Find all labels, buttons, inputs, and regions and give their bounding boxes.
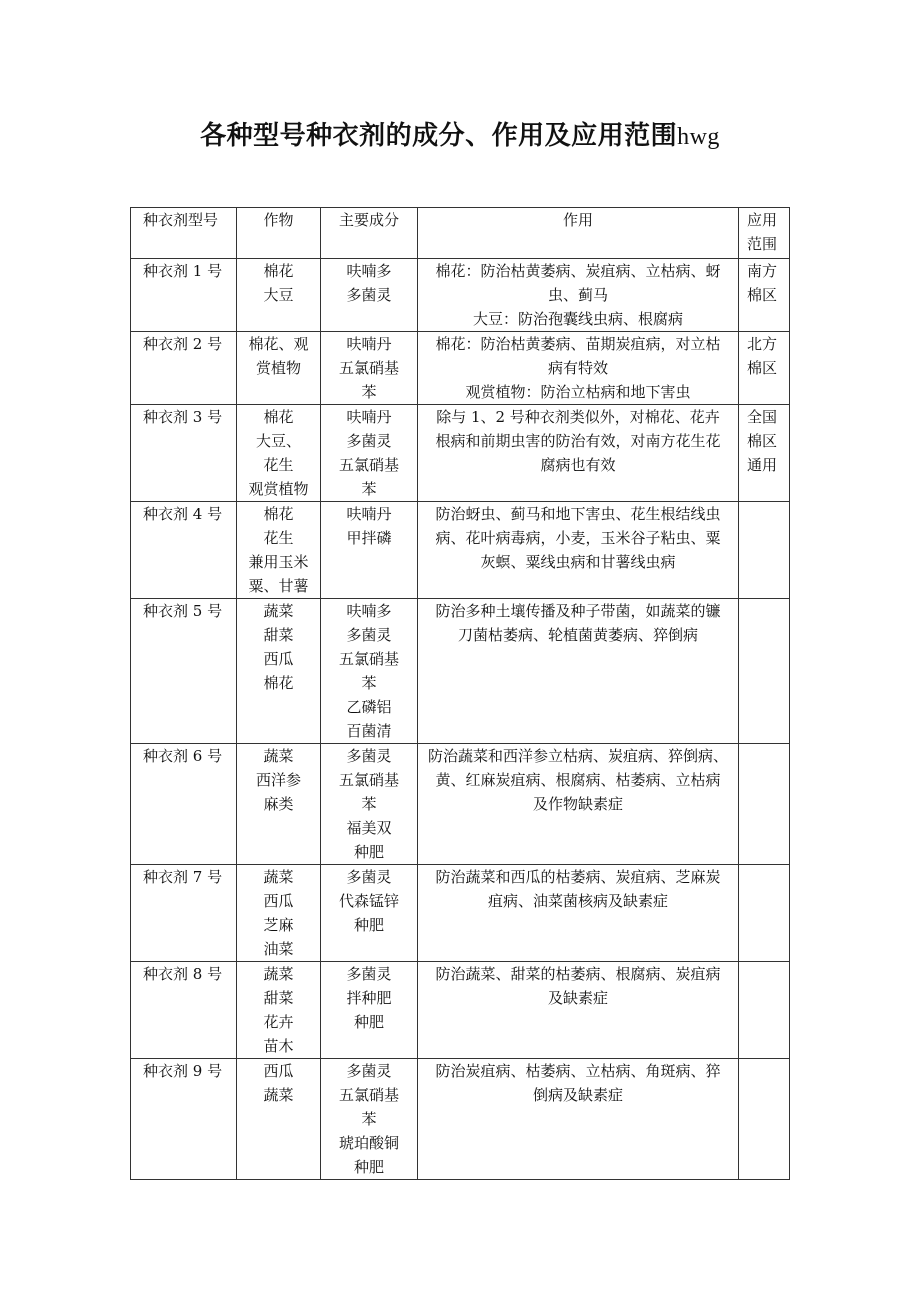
range-line: 棉区 bbox=[747, 286, 778, 304]
ingredient-line: 呋喃多 bbox=[346, 262, 392, 280]
ingredient-line: 种肥 bbox=[353, 843, 384, 861]
crop-line: 麻类 bbox=[263, 795, 294, 813]
table-row bbox=[131, 744, 790, 865]
effect-line: 防治蔬菜、甜菜的枯萎病、根腐病、炭疽病 bbox=[435, 965, 721, 983]
crop-line: 蔬菜 bbox=[263, 602, 294, 620]
ingredient-line: 五氯硝基 bbox=[338, 456, 399, 474]
ingredient-line: 苯 bbox=[361, 795, 377, 813]
ingredient-line: 呋喃丹 bbox=[346, 505, 392, 523]
crop-line: 西瓜 bbox=[263, 1062, 294, 1080]
seed-coating-table bbox=[130, 207, 790, 1180]
crop-line: 大豆 bbox=[263, 286, 294, 304]
cell-crop bbox=[237, 502, 321, 599]
cell-range bbox=[739, 332, 790, 405]
ingredient-line: 苯 bbox=[361, 1110, 377, 1128]
cell-range bbox=[739, 405, 790, 502]
ingredient-line: 多菌灵 bbox=[346, 432, 392, 450]
ingredient-line: 代森锰锌 bbox=[338, 892, 399, 910]
ingredient-line: 多菌灵 bbox=[346, 626, 392, 644]
effect-line: 根病和前期虫害的防治有效，对南方花生花 bbox=[435, 432, 721, 450]
ingredient-line: 种肥 bbox=[353, 1158, 384, 1176]
cell-name: 种衣剂 2 号 bbox=[131, 332, 237, 405]
ingredient-line: 拌种肥 bbox=[346, 989, 392, 1007]
cell-crop bbox=[237, 332, 321, 405]
cell-effect bbox=[418, 502, 739, 599]
cell-name: 种衣剂 3 号 bbox=[131, 405, 237, 502]
cell-crop bbox=[237, 599, 321, 744]
range-line: 通用 bbox=[747, 456, 778, 474]
table-row bbox=[131, 332, 790, 405]
crop-line: 西瓜 bbox=[263, 892, 294, 910]
ingredient-line: 多菌灵 bbox=[346, 747, 392, 765]
ingredient-line: 百菌清 bbox=[346, 722, 392, 740]
ingredient-line: 福美双 bbox=[346, 819, 392, 837]
crop-line: 花生 bbox=[263, 456, 294, 474]
ingredient-line: 苯 bbox=[361, 674, 377, 692]
table-row bbox=[131, 962, 790, 1059]
table-row bbox=[131, 1059, 790, 1180]
effect-line: 黄、红麻炭疽病、根腐病、枯萎病、立枯病 bbox=[435, 771, 721, 789]
header-row bbox=[131, 208, 790, 259]
ingredient-line: 五氯硝基 bbox=[338, 771, 399, 789]
ingredient-line: 种肥 bbox=[353, 916, 384, 934]
effect-line: 防治蔬菜和西洋参立枯病、炭疽病、猝倒病、 bbox=[427, 747, 728, 765]
ingredient-line: 呋喃丹 bbox=[346, 335, 392, 353]
effect-line: 观赏植物：防治立枯病和地下害虫 bbox=[465, 383, 691, 401]
crop-line: 蔬菜 bbox=[263, 965, 294, 983]
crop-line: 油菜 bbox=[263, 940, 294, 958]
effect-line: 防治炭疽病、枯萎病、立枯病、角斑病、猝 bbox=[435, 1062, 721, 1080]
effect-line: 防治蔬菜和西瓜的枯萎病、炭疽病、芝麻炭 bbox=[435, 868, 721, 886]
effect-line: 灰螟、粟线虫病和甘薯线虫病 bbox=[480, 553, 676, 571]
cell-crop bbox=[237, 744, 321, 865]
crop-line: 赏植物 bbox=[255, 359, 301, 377]
effect-line: 病、花叶病毒病，小麦，玉米谷子粘虫、粟 bbox=[435, 529, 721, 547]
effect-line: 防治蚜虫、蓟马和地下害虫、花生根结线虫 bbox=[435, 505, 721, 523]
crop-line: 甜菜 bbox=[263, 626, 294, 644]
range-line: 北方 bbox=[747, 335, 778, 353]
header-name: 种衣剂型号 bbox=[131, 208, 237, 259]
cell-ingredients bbox=[321, 744, 418, 865]
table-row bbox=[131, 502, 790, 599]
cell-crop bbox=[237, 1059, 321, 1180]
cell-range bbox=[739, 1059, 790, 1180]
effect-line: 棉花：防治枯黄萎病、苗期炭疽病，对立枯 bbox=[435, 335, 721, 353]
cell-range bbox=[739, 865, 790, 962]
effect-line: 疽病、油菜菌核病及缺素症 bbox=[487, 892, 668, 910]
header-ingredients: 主要成分 bbox=[321, 208, 418, 259]
crop-line: 蔬菜 bbox=[263, 868, 294, 886]
crop-line: 棉花 bbox=[263, 408, 294, 426]
range-line: 南方 bbox=[747, 262, 778, 280]
ingredient-line: 呋喃丹 bbox=[346, 408, 392, 426]
cell-crop bbox=[237, 865, 321, 962]
crop-line: 花卉 bbox=[263, 1013, 294, 1031]
range-line: 棉区 bbox=[747, 359, 778, 377]
cell-name: 种衣剂 6 号 bbox=[131, 744, 237, 865]
cell-range bbox=[739, 962, 790, 1059]
crop-line: 棉花 bbox=[263, 505, 294, 523]
range-line: 棉区 bbox=[747, 432, 778, 450]
effect-line: 防治多种土壤传播及种子带菌，如蔬菜的镰 bbox=[435, 602, 721, 620]
cell-name: 种衣剂 4 号 bbox=[131, 502, 237, 599]
cell-name: 种衣剂 1 号 bbox=[131, 259, 237, 332]
cell-ingredients bbox=[321, 1059, 418, 1180]
crop-line: 观赏植物 bbox=[248, 480, 309, 498]
crop-line: 棉花 bbox=[263, 674, 294, 692]
ingredient-line: 苯 bbox=[361, 480, 377, 498]
crop-line: 蔬菜 bbox=[263, 747, 294, 765]
cell-name: 种衣剂 7 号 bbox=[131, 865, 237, 962]
cell-effect bbox=[418, 332, 739, 405]
header-range bbox=[739, 208, 790, 259]
cell-crop bbox=[237, 259, 321, 332]
cell-effect bbox=[418, 599, 739, 744]
table-row bbox=[131, 865, 790, 962]
crop-line: 芝麻 bbox=[263, 916, 294, 934]
header-range-line: 范围 bbox=[747, 235, 778, 253]
crop-line: 西洋参 bbox=[255, 771, 301, 789]
ingredient-line: 苯 bbox=[361, 383, 377, 401]
crop-line: 棉花 bbox=[263, 262, 294, 280]
cell-range bbox=[739, 259, 790, 332]
cell-ingredients bbox=[321, 502, 418, 599]
cell-ingredients bbox=[321, 962, 418, 1059]
effect-line: 及作物缺素症 bbox=[532, 795, 623, 813]
cell-effect bbox=[418, 259, 739, 332]
title-suffix: hwg bbox=[677, 124, 720, 150]
cell-name: 种衣剂 5 号 bbox=[131, 599, 237, 744]
crop-line: 蔬菜 bbox=[263, 1086, 294, 1104]
cell-range bbox=[739, 599, 790, 744]
crop-line: 大豆、 bbox=[255, 432, 301, 450]
cell-effect bbox=[418, 865, 739, 962]
ingredient-line: 多菌灵 bbox=[346, 1062, 392, 1080]
cell-crop bbox=[237, 405, 321, 502]
effect-line: 腐病也有效 bbox=[540, 456, 616, 474]
range-line: 全国 bbox=[747, 408, 778, 426]
cell-name: 种衣剂 9 号 bbox=[131, 1059, 237, 1180]
ingredient-line: 五氯硝基 bbox=[338, 359, 399, 377]
crop-line: 苗木 bbox=[263, 1037, 294, 1055]
cell-ingredients bbox=[321, 405, 418, 502]
effect-line: 刀菌枯萎病、轮植菌黄萎病、猝倒病 bbox=[457, 626, 698, 644]
crop-line: 棉花、观 bbox=[248, 335, 309, 353]
effect-line: 大豆：防治孢囊线虫病、根腐病 bbox=[472, 310, 683, 328]
table-row bbox=[131, 599, 790, 744]
title-text: 各种型号种衣剂的成分、作用及应用范围 bbox=[200, 121, 678, 151]
ingredient-line: 五氯硝基 bbox=[338, 1086, 399, 1104]
ingredient-line: 多菌灵 bbox=[346, 286, 392, 304]
cell-crop bbox=[237, 962, 321, 1059]
ingredient-line: 甲拌磷 bbox=[346, 529, 392, 547]
crop-line: 粟、甘薯 bbox=[248, 577, 309, 595]
cell-effect bbox=[418, 1059, 739, 1180]
effect-line: 棉花：防治枯黄萎病、炭疽病、立枯病、蚜 bbox=[435, 262, 721, 280]
ingredient-line: 琥珀酸铜 bbox=[338, 1134, 399, 1152]
effect-line: 除与 1、2 号种衣剂类似外，对棉花、花卉 bbox=[436, 408, 720, 426]
ingredient-line: 多菌灵 bbox=[346, 868, 392, 886]
header-effect: 作用 bbox=[418, 208, 739, 259]
crop-line: 花生 bbox=[263, 529, 294, 547]
table-body bbox=[131, 259, 790, 1180]
table-row bbox=[131, 405, 790, 502]
effect-line: 病有特效 bbox=[547, 359, 608, 377]
ingredient-line: 呋喃多 bbox=[346, 602, 392, 620]
crop-line: 甜菜 bbox=[263, 989, 294, 1007]
ingredient-line: 乙磷铝 bbox=[346, 698, 392, 716]
cell-ingredients bbox=[321, 332, 418, 405]
effect-line: 倒病及缺素症 bbox=[532, 1086, 623, 1104]
cell-effect bbox=[418, 744, 739, 865]
cell-range bbox=[739, 502, 790, 599]
effect-line: 虫、蓟马 bbox=[547, 286, 608, 304]
ingredient-line: 种肥 bbox=[353, 1013, 384, 1031]
cell-ingredients bbox=[321, 599, 418, 744]
cell-effect bbox=[418, 405, 739, 502]
cell-effect bbox=[418, 962, 739, 1059]
header-range-line: 应用 bbox=[747, 211, 778, 229]
cell-range bbox=[739, 744, 790, 865]
cell-name: 种衣剂 8 号 bbox=[131, 962, 237, 1059]
effect-line: 及缺素症 bbox=[547, 989, 608, 1007]
crop-line: 兼用玉米 bbox=[248, 553, 309, 571]
table-row bbox=[131, 259, 790, 332]
ingredient-line: 五氯硝基 bbox=[338, 650, 399, 668]
crop-line: 西瓜 bbox=[263, 650, 294, 668]
cell-ingredients bbox=[321, 259, 418, 332]
cell-ingredients bbox=[321, 865, 418, 962]
header-crop: 作物 bbox=[237, 208, 321, 259]
page-title bbox=[0, 116, 920, 157]
ingredient-line: 多菌灵 bbox=[346, 965, 392, 983]
